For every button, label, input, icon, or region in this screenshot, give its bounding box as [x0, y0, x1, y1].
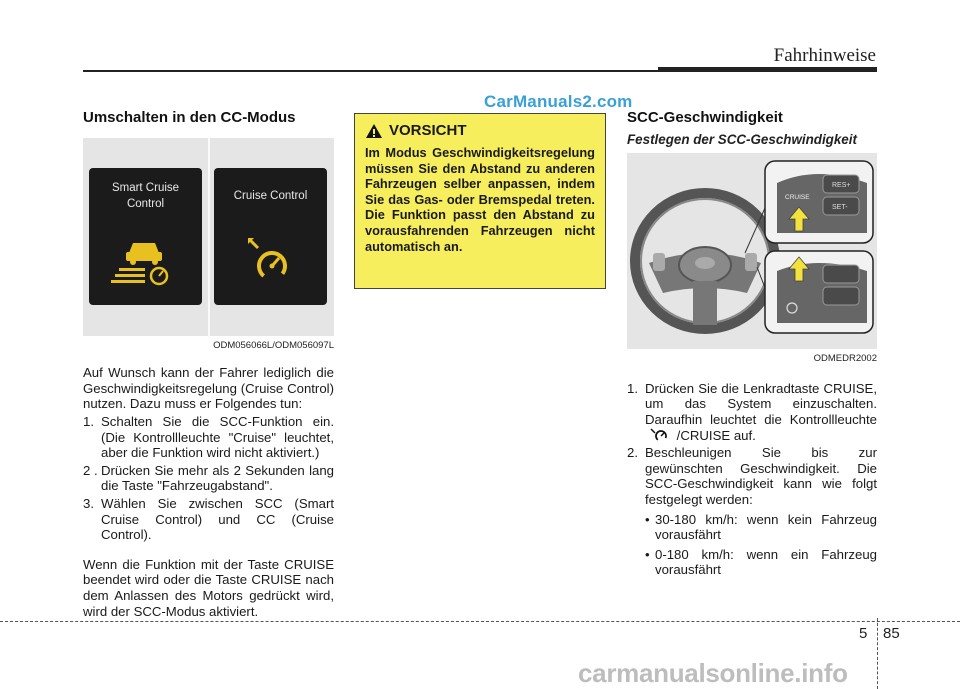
- list-text: Wählen Sie zwischen SCC (Smart Cruise Control) und CC (Cruise Control).: [101, 495, 334, 543]
- bullet-dot: •: [645, 511, 650, 527]
- bullet-dot: •: [645, 546, 650, 562]
- caution-box: [354, 113, 606, 289]
- list-item: [627, 381, 877, 443]
- subsection-heading: Festlegen der SCC-Geschwindigkeit: [627, 131, 857, 147]
- list-number: 2 .: [83, 462, 98, 478]
- header-rule-accent: [658, 67, 877, 72]
- list-text: Beschleunigen Sie bis zur gewünschten Geschwindigkeit. Die SCC-Geschwindigkeit kann wie folgt festgelegt werden:: [645, 445, 877, 507]
- bullet-item: [645, 512, 877, 543]
- list-number: 3.: [83, 495, 94, 511]
- res-label: RES+: [832, 182, 851, 190]
- footer-divider: [877, 618, 878, 689]
- list-item: [627, 445, 877, 507]
- watermark-bottom[interactable]: carmanualsonline.info: [578, 658, 848, 688]
- steering-wheel-figure: [627, 153, 877, 349]
- caution-text: Im Modus Geschwindigkeitsregelung müssen Sie den Abstand zu anderen Fahrzeugen selber anpassen, indem Sie das Gas- oder Bremspedal treten. Die Funktion passt den Abstand zu vorausfahrenden Fahrzeugen nicht automatisch an.: [365, 145, 595, 254]
- panel-label-smart-cruise: Smart Cruise: [111, 181, 180, 194]
- cruise-gauge-icon: [214, 168, 327, 305]
- list-item: [83, 463, 334, 494]
- cruise-control-panel: [214, 168, 327, 305]
- chapter-title: Fahrhinweise: [773, 45, 876, 66]
- intro-paragraph: Auf Wunsch kann der Fahrer lediglich die Geschwindigkeitsregelung (Cruise Control) nutzen. Dazu muss er Folgendes tun:: [83, 365, 334, 412]
- cruise-button-label: CRUISE: [785, 194, 810, 202]
- list-text: [645, 381, 877, 443]
- list-item: [83, 496, 334, 543]
- panel-label-cruise-control: Cruise Control: [233, 189, 308, 202]
- smart-cruise-control-panel: [89, 168, 202, 305]
- outro-paragraph: Wenn die Funktion mit der Taste CRUISE beendet wird oder die Taste CRUISE nach dem Anlassen des Motors gedrückt wird, wird der SCC-Modus aktiviert.: [83, 556, 334, 619]
- bullet-item: [645, 547, 877, 578]
- bullet-text: 30-180 km/h: wenn kein Fahrzeug vorausfährt: [655, 511, 877, 543]
- header-rule: [83, 70, 658, 72]
- list-number: 1.: [627, 380, 638, 396]
- caution-title: [365, 122, 595, 139]
- figure-caption-right: ODMEDR2002: [813, 353, 877, 365]
- bullet-text: 0-180 km/h: wenn ein Fahrzeug vorausfährt: [655, 546, 877, 578]
- cluster-display-figure: [83, 138, 334, 336]
- list-text: Drücken Sie mehr als 2 Sekunden lang die Taste "Fahrzeugabstand".: [101, 462, 334, 494]
- left-column: [83, 110, 334, 619]
- warning-triangle-icon: [365, 123, 383, 139]
- chapter-number: 5: [859, 625, 868, 642]
- steering-wheel-illustration: [627, 153, 877, 349]
- section-heading-scc-speed: SCC-Geschwindigkeit: [627, 109, 783, 126]
- smart-cruise-car-icon: [89, 168, 202, 305]
- page-number: 85: [883, 625, 900, 642]
- list-number: 1.: [83, 413, 94, 429]
- cruise-indicator-icon: [647, 428, 671, 442]
- panel-label-control: Control: [126, 197, 165, 210]
- section-heading-cc-mode: Umschalten in den CC-Modus: [83, 109, 296, 126]
- right-column: [627, 110, 877, 578]
- list-item: [83, 414, 334, 461]
- caution-title-text: VORSICHT: [389, 122, 467, 139]
- step-text-before-icon: Drücken Sie die Lenkradtaste CRUISE, um das System einzuschalten. Daraufhin leuchtet die Kontrollleuchte: [645, 380, 877, 427]
- list-number: 2.: [627, 445, 638, 461]
- figure-caption-left: ODM056066L/ODM056097L: [213, 339, 334, 351]
- step-text-after-icon: /CRUISE auf.: [676, 427, 756, 443]
- list-text: Schalten Sie die SCC-Funktion ein. (Die Kontrollleuchte "Cruise" leuchtet, aber die Funktion wird nicht aktiviert.): [101, 413, 334, 461]
- set-label: SET-: [832, 204, 848, 212]
- footer-rule: [0, 621, 960, 622]
- watermark-top[interactable]: CarManuals2.com: [484, 92, 633, 111]
